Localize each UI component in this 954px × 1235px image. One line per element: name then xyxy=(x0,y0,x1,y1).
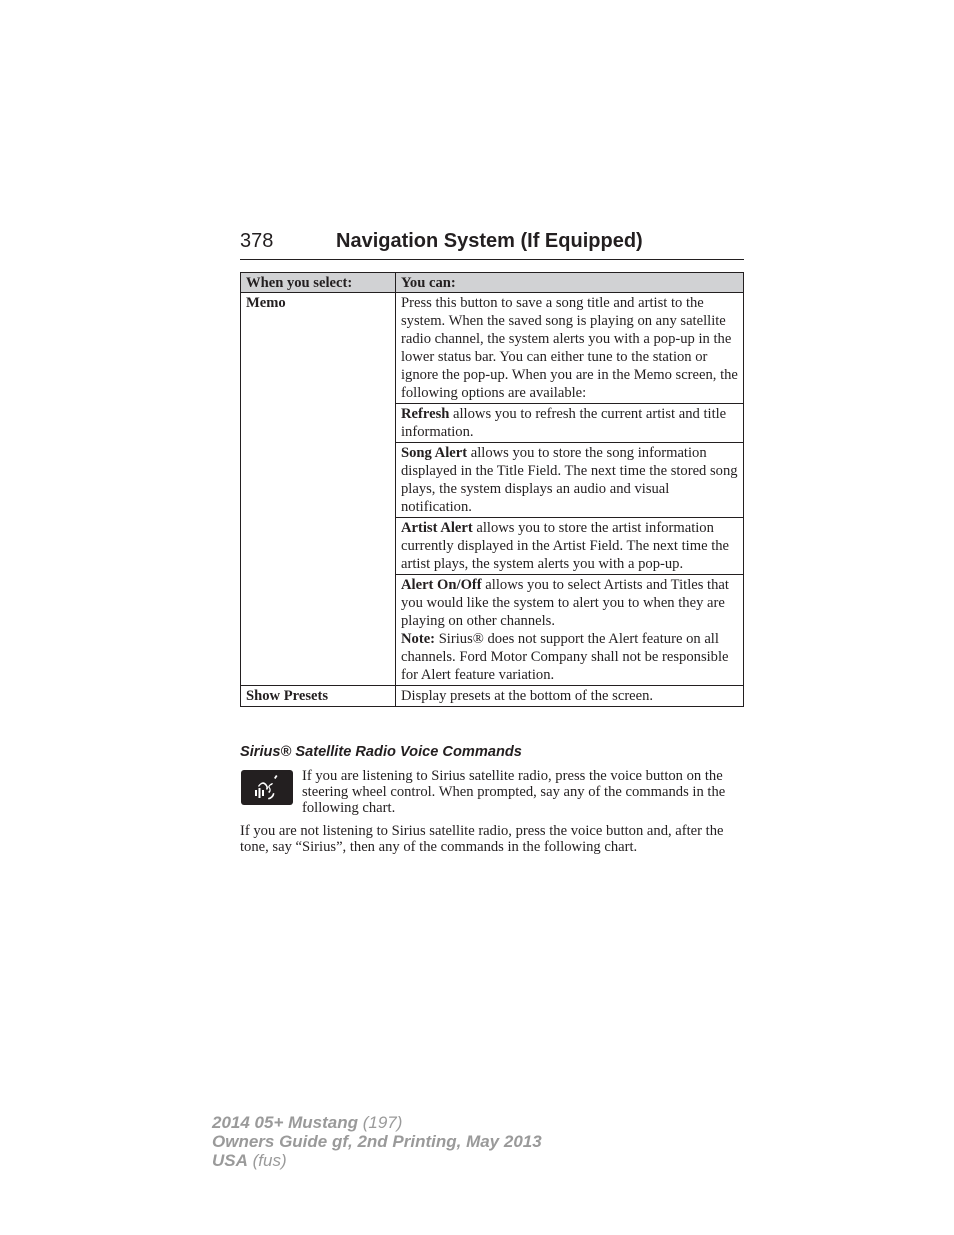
footer-model-code: (197) xyxy=(358,1113,403,1132)
alert-on-off-desc: allows you to select Artists and Titles that you would like the system to alert you to when they are playing on other channels. xyxy=(401,577,729,629)
show-presets-desc: Display presets at the bottom of the screen. xyxy=(396,686,744,707)
page-header xyxy=(240,229,744,260)
artist-alert-term: Artist Alert xyxy=(401,520,473,536)
chapter-title: Navigation System (If Equipped) xyxy=(336,230,643,252)
table-row xyxy=(241,686,744,707)
refresh-term: Refresh xyxy=(401,406,450,422)
song-alert-option xyxy=(396,443,744,518)
footer-region-code: (fus) xyxy=(247,1151,287,1170)
footer-model: 2014 05+ Mustang xyxy=(212,1113,358,1132)
column-header-can: You can: xyxy=(396,273,744,293)
page-footer xyxy=(212,1113,542,1170)
section-title: Sirius® Satellite Radio Voice Commands xyxy=(240,744,522,760)
footer-guide: Owners Guide gf, 2nd Printing, May 2013 xyxy=(212,1132,542,1151)
footer-line-3 xyxy=(212,1151,542,1170)
note-label: Note: xyxy=(401,631,436,647)
song-alert-desc: allows you to store the song information displayed in the Title Field. The next time the stored song plays, the system displays an audio and visual notification. xyxy=(401,445,738,515)
table-header-row xyxy=(241,273,744,293)
alert-on-off-term: Alert On/Off xyxy=(401,577,482,593)
options-table xyxy=(240,272,744,707)
alert-on-off-option xyxy=(396,575,744,686)
show-presets-term: Show Presets xyxy=(241,686,396,707)
body-paragraph: If you are not listening to Sirius satellite radio, press the voice button and, after the tone, say “Sirius”, then any of the commands in the following chart. xyxy=(240,823,724,855)
memo-description: Press this button to save a song title and artist to the system. When the saved song is playing on any satellite radio channel, the system alerts you with a pop-up in the lower status bar. You can either tune to the station or ignore the pop-up. When you are in the Memo screen, the following options are available: xyxy=(396,293,744,404)
column-header-select: When you select: xyxy=(241,273,396,293)
refresh-desc: allows you to refresh the current artist and title information. xyxy=(401,406,727,440)
footer-region: USA xyxy=(212,1151,248,1170)
voice-instructions: If you are listening to Sirius satellite radio, press the voice button on the steering wheel control. When prompted, say any of the commands in the following chart. xyxy=(302,768,726,816)
voice-command-icon xyxy=(241,770,293,805)
note-text: Sirius® does not support the Alert feature on all channels. Ford Motor Company shall not be responsible for Alert feature variation. xyxy=(401,631,729,683)
footer-line-2 xyxy=(212,1132,542,1151)
artist-alert-option xyxy=(396,518,744,575)
memo-term: Memo xyxy=(241,293,396,686)
refresh-option xyxy=(396,404,744,443)
page-number: 378 xyxy=(240,230,274,252)
song-alert-term: Song Alert xyxy=(401,445,468,461)
footer-line-1 xyxy=(212,1113,542,1132)
artist-alert-desc: allows you to store the artist information currently displayed in the Artist Field. The next time the artist plays, the system alerts you with a pop-up. xyxy=(401,520,730,572)
table-row xyxy=(241,293,744,404)
